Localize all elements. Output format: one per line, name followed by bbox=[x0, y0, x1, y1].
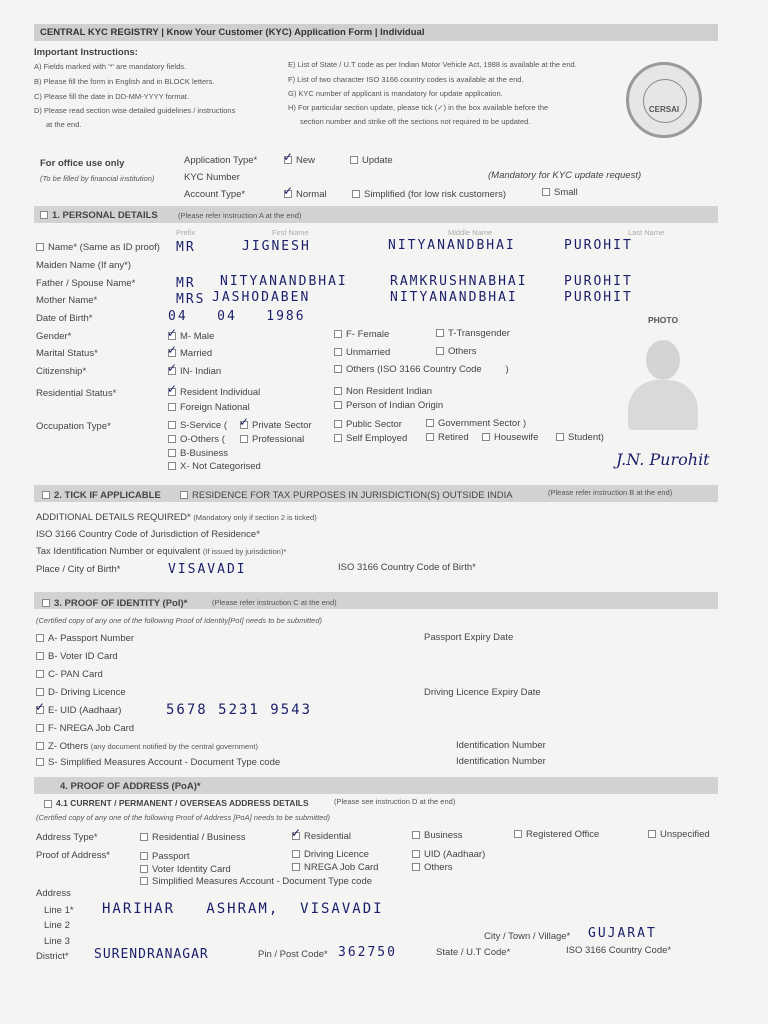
iso-country-label: ISO 3166 Country Code* bbox=[566, 945, 672, 956]
pin-value: 362750 bbox=[338, 945, 397, 960]
gender-label: Gender* bbox=[36, 331, 72, 342]
district-value: SURENDRANAGAR bbox=[94, 947, 209, 962]
father-first: NITYANANDBHAI bbox=[220, 274, 348, 289]
s2-title[interactable]: 2. TICK IF APPLICABLE bbox=[42, 490, 161, 501]
poa-uid[interactable]: UID (Aadhaar) bbox=[412, 849, 485, 860]
occ-professional[interactable]: Professional bbox=[240, 434, 304, 445]
col-last: Last Name bbox=[628, 228, 665, 237]
atype-registered[interactable]: Registered Office bbox=[514, 829, 599, 840]
place-of-birth-label: Place / City of Birth* bbox=[36, 564, 121, 575]
place-of-birth-value: VISAVADI bbox=[168, 562, 247, 577]
office-label: For office use only bbox=[40, 158, 125, 169]
atype-unspecified[interactable]: Unspecified bbox=[648, 829, 710, 840]
office-sub: (To be filled by financial institution) bbox=[40, 174, 155, 183]
uid-number: 5678 5231 9543 bbox=[166, 702, 313, 718]
line1-value: HARIHAR ASHRAM, VISAVADI bbox=[102, 901, 384, 917]
app-type-new[interactable]: ✓ New bbox=[284, 155, 315, 166]
residential-label: Residential Status* bbox=[36, 388, 117, 399]
occ-public[interactable]: Public Sector bbox=[334, 419, 402, 430]
col-prefix: Prefix bbox=[176, 228, 196, 237]
acct-small[interactable]: Small bbox=[542, 187, 578, 198]
state-label: State / U.T Code* bbox=[436, 947, 511, 958]
name-prefix: MR bbox=[176, 240, 196, 255]
instructions-title: Important Instructions: bbox=[34, 47, 138, 58]
poi-uid[interactable]: ✓E- UID (Aadhaar) bbox=[36, 705, 121, 716]
kyc-note: (Mandatory for KYC update request) bbox=[488, 170, 642, 181]
s2-note: (Please refer instruction B at the end) bbox=[548, 488, 673, 497]
instruction-d: D) Please read section wise detailed guidelines / instructions bbox=[34, 106, 236, 115]
res-resident[interactable]: ✓ Resident Individual bbox=[168, 387, 260, 398]
kyc-number-label: KYC Number bbox=[184, 172, 240, 183]
citizenship-label: Citizenship* bbox=[36, 366, 87, 377]
poi-simplified[interactable]: S- Simplified Measures Account - Document Type code bbox=[36, 757, 280, 768]
city-value: GUJARAT bbox=[588, 926, 657, 941]
marital-unmarried[interactable]: Unmarried bbox=[334, 347, 390, 358]
passport-expiry-label: Passport Expiry Date bbox=[424, 632, 514, 643]
mother-prefix: MRS bbox=[176, 292, 206, 307]
citizen-indian[interactable]: ✓ IN- Indian bbox=[168, 366, 221, 377]
jurisdiction-label: ISO 3166 Country Code of Jurisdiction of Residence* bbox=[36, 529, 260, 540]
marital-label: Marital Status* bbox=[36, 348, 98, 359]
col-middle: Middle Name bbox=[448, 228, 493, 237]
tin-label: Tax Identification Number or equivalent (If issued by jurisdiction)* bbox=[36, 546, 287, 557]
poi-nrega[interactable]: F- NREGA Job Card bbox=[36, 723, 134, 734]
acct-normal[interactable]: ✓ Normal bbox=[284, 189, 327, 200]
col-first: First Name bbox=[272, 228, 309, 237]
instruction-c: C) Please fill the date in DD-MM-YYYY format. bbox=[34, 92, 189, 101]
father-last: PUROHIT bbox=[564, 274, 633, 289]
app-type-update[interactable]: Update bbox=[350, 155, 393, 166]
poa-simplified[interactable]: Simplified Measures Account - Document Type code bbox=[140, 876, 372, 887]
account-type-label: Account Type* bbox=[184, 189, 246, 200]
photo bbox=[600, 330, 718, 470]
name-label: Name* (Same as ID proof) bbox=[36, 242, 160, 253]
s3-cert: (Certified copy of any one of the following Proof of Identity[PoI] needs to be submitted) bbox=[36, 616, 322, 625]
occ-not-categorised[interactable]: X- Not Categorised bbox=[168, 461, 261, 472]
photo-label: PHOTO bbox=[648, 315, 679, 325]
district-label: District* bbox=[36, 951, 69, 962]
pin-label: Pin / Post Code* bbox=[258, 949, 328, 960]
mother-first: JASHODABEN bbox=[212, 290, 311, 305]
occ-service[interactable]: S-Service ( bbox=[168, 420, 227, 431]
occ-others[interactable]: O-Others ( bbox=[168, 434, 225, 445]
line2-label: Line 2 bbox=[44, 920, 70, 931]
occ-student[interactable]: Student) bbox=[556, 432, 604, 443]
instruction-f: F) List of two character ISO 3166 country codes is available at the end. bbox=[288, 75, 524, 84]
line3-label: Line 3 bbox=[44, 936, 70, 947]
s4-sub[interactable]: 4.1 CURRENT / PERMANENT / OVERSEAS ADDRESS DETAILS bbox=[44, 798, 309, 808]
instruction-d-cont: at the end. bbox=[46, 120, 82, 129]
mother-middle: NITYANANDBHAI bbox=[390, 290, 518, 305]
gender-female[interactable]: F- Female bbox=[334, 329, 389, 340]
occupation-label: Occupation Type* bbox=[36, 421, 111, 432]
poi-driving[interactable]: D- Driving Licence bbox=[36, 687, 126, 698]
dob-label: Date of Birth* bbox=[36, 313, 93, 324]
father-prefix: MR bbox=[176, 276, 196, 291]
id-number-label-2: Identification Number bbox=[456, 756, 546, 767]
mother-label: Mother Name* bbox=[36, 295, 98, 306]
acct-simplified[interactable]: Simplified (for low risk customers) bbox=[352, 189, 506, 200]
gender-male[interactable]: ✓ M- Male bbox=[168, 331, 214, 342]
occ-self-employed[interactable]: Self Employed bbox=[334, 433, 407, 444]
id-number-label-1: Identification Number bbox=[456, 740, 546, 751]
occ-retired[interactable]: Retired bbox=[426, 432, 469, 443]
poi-others[interactable]: Z- Others (any document notified by the central government) bbox=[36, 741, 258, 752]
name-middle: NITYANANDBHAI bbox=[388, 238, 516, 253]
occ-housewife[interactable]: Housewife bbox=[482, 432, 538, 443]
additional-details-label: ADDITIONAL DETAILS REQUIRED* (Mandatory only if section 2 is ticked) bbox=[36, 512, 317, 523]
gender-trans[interactable]: T-Transgender bbox=[436, 328, 510, 339]
city-label: City / Town / Village* bbox=[484, 931, 571, 942]
atype-residential[interactable]: ✓ Residential bbox=[292, 831, 351, 842]
app-type-label: Application Type* bbox=[184, 155, 258, 166]
poa-nrega[interactable]: NREGA Job Card bbox=[292, 862, 378, 873]
instruction-a: A) Fields marked with '*' are mandatory fields. bbox=[34, 62, 187, 71]
s1-title[interactable]: 1. PERSONAL DETAILS bbox=[40, 210, 158, 221]
instruction-b: B) Please fill the form in English and in BLOCK letters. bbox=[34, 77, 215, 86]
instruction-g: G) KYC number of applicant is mandatory for update application. bbox=[288, 89, 503, 98]
poi-voter[interactable]: B- Voter ID Card bbox=[36, 651, 118, 662]
name-first: JIGNESH bbox=[242, 239, 311, 254]
marital-married[interactable]: ✓ Married bbox=[168, 348, 212, 359]
instruction-e: E) List of State / U.T code as per Indian Motor Vehicle Act, 1988 is available at the end. bbox=[288, 60, 577, 69]
poi-passport[interactable]: A- Passport Number bbox=[36, 633, 134, 644]
s4-cert: (Certified copy of any one of the following Proof of Address [PoA] needs to be submitted) bbox=[36, 813, 331, 822]
citizen-others[interactable]: Others (ISO 3166 Country Code ) bbox=[334, 364, 509, 375]
res-pio[interactable]: Person of Indian Origin bbox=[334, 400, 443, 411]
atype-res-business[interactable]: Residential / Business bbox=[140, 832, 245, 843]
father-label: Father / Spouse Name* bbox=[36, 278, 136, 289]
s1-note: (Please refer instruction A at the end) bbox=[178, 211, 302, 220]
signature: J.N. Purohit bbox=[616, 450, 710, 469]
atype-business[interactable]: Business bbox=[412, 830, 463, 841]
address-type-label: Address Type* bbox=[36, 832, 98, 843]
cersai-seal: CERSAI bbox=[626, 62, 702, 138]
father-middle: RAMKRUSHNABHAI bbox=[390, 274, 528, 289]
poi-pan[interactable]: C- PAN Card bbox=[36, 669, 103, 680]
dob-value: 04 04 1986 bbox=[168, 309, 306, 324]
marital-others[interactable]: Others bbox=[436, 346, 477, 357]
poa-label: Proof of Address* bbox=[36, 850, 110, 861]
mother-last: PUROHIT bbox=[564, 290, 633, 305]
s3-note: (Please refer instruction C at the end) bbox=[212, 598, 337, 607]
poa-driving[interactable]: Driving Licence bbox=[292, 849, 369, 860]
instruction-h-cont: section number and strike off the sections not required to be updated. bbox=[300, 117, 531, 126]
s4-subnote: (Please see instruction D at the end) bbox=[334, 797, 456, 806]
form-title: CENTRAL KYC REGISTRY | Know Your Customer (KYC) Application Form | Individual bbox=[40, 27, 425, 38]
occ-government[interactable]: Government Sector ) bbox=[426, 418, 526, 429]
poa-others[interactable]: Others bbox=[412, 862, 453, 873]
occ-private[interactable]: ✓ Private Sector bbox=[240, 420, 312, 431]
poa-passport[interactable]: Passport bbox=[140, 851, 190, 862]
s2-title2[interactable]: RESIDENCE FOR TAX PURPOSES IN JURISDICTION(S) OUTSIDE INDIA bbox=[180, 490, 513, 501]
name-last: PUROHIT bbox=[564, 238, 633, 253]
maiden-label: Maiden Name (If any*) bbox=[36, 260, 132, 271]
poa-voter[interactable]: Voter Identity Card bbox=[140, 864, 231, 875]
s4-title: 4. PROOF OF ADDRESS (PoA)* bbox=[60, 781, 201, 792]
address-label: Address bbox=[36, 888, 71, 899]
iso-birth-label: ISO 3166 Country Code of Birth* bbox=[338, 562, 476, 573]
res-foreign[interactable]: Foreign National bbox=[168, 402, 250, 413]
occ-business[interactable]: B-Business bbox=[168, 448, 228, 459]
instruction-h: H) For particular section update, please tick (✓) in the box available before the bbox=[288, 103, 549, 112]
driving-expiry-label: Driving Licence Expiry Date bbox=[424, 687, 541, 698]
line1-label: Line 1* bbox=[44, 905, 74, 916]
s3-title[interactable]: 3. PROOF OF IDENTITY (PoI)* bbox=[42, 598, 187, 609]
res-nri[interactable]: Non Resident Indian bbox=[334, 386, 432, 397]
